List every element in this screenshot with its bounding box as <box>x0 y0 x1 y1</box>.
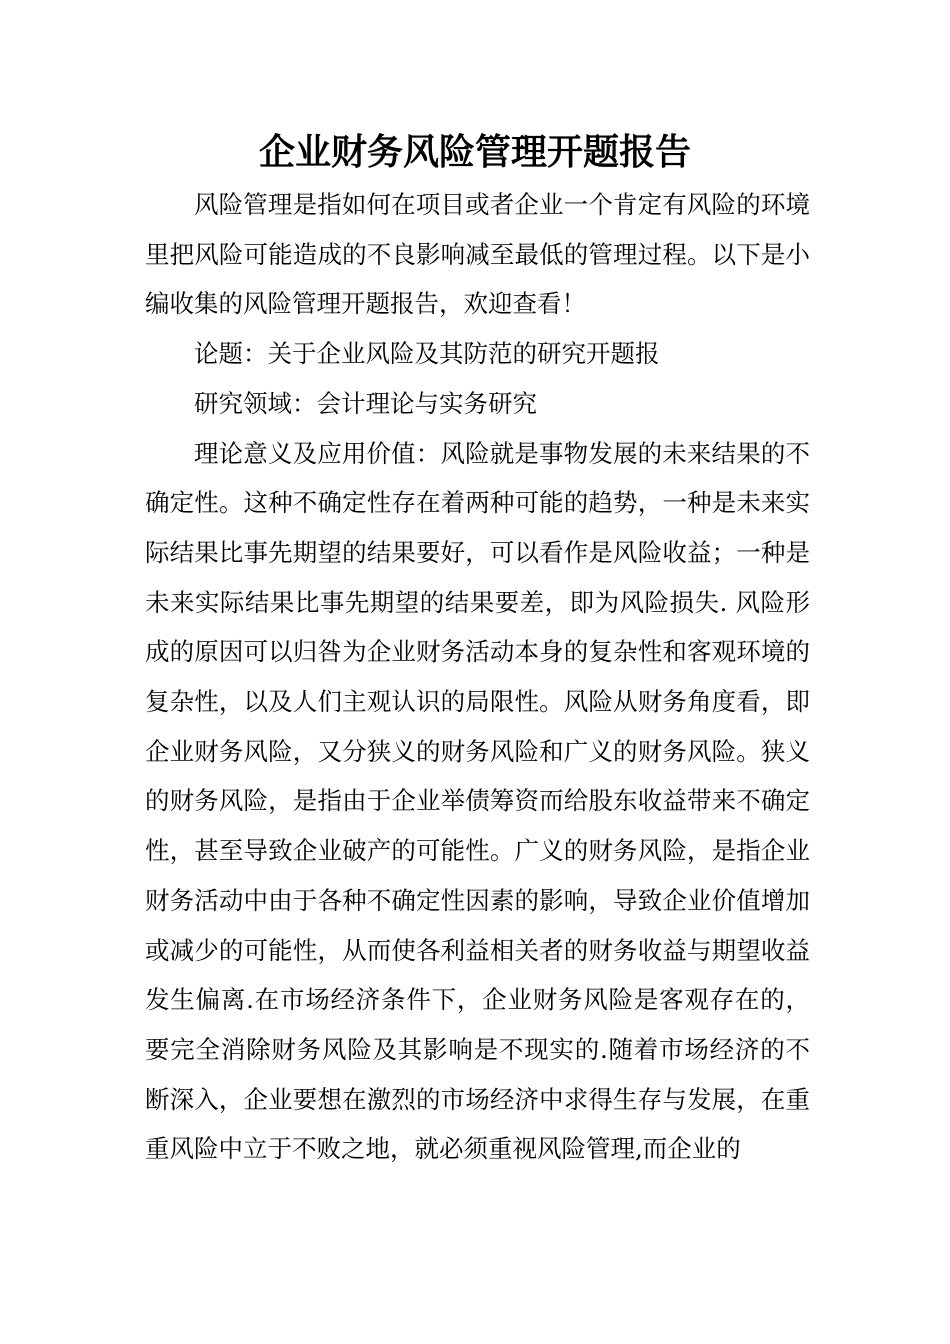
theory-significance-paragraph: 理论意义及应用价值：风险就是事物发展的未来结果的不确定性。这种不确定性存在着两种可能的趋势，一种是未来实际结果比事先期望的结果要好，可以看作是风险收益；一种是未来实际结果比事先期望的结果要差，即为风险损失. 风险形成的原因可以归咎为企业财务活动本身的复杂性和客观环境的复杂性，以及人们主观认识的局限性。风险从财务角度看，即企业财务风险，又分狭义的财务风险和广义的财务风险。狭义的财务风险，是指由于企业举债筹资而给股东收益带来不确定性，甚至导致企业破产的可能性。广义的财务风险，是指企业财务活动中由于各种不确定性因素的影响，导致企业价值增加或减少的可能性，从而使各利益相关者的财务收益与期望收益发生偏离.在市场经济条件下，企业财务风险是客观存在的，要完全消除财务风险及其影响是不现实的.随着市场经济的不断深入，企业要想在激烈的市场经济中求得生存与发展，在重重风险中立于不败之地，就必须重视风险管理,而企业的 <box>145 438 810 1164</box>
document-body <box>145 180 810 1174</box>
intro-paragraph: 风险管理是指如何在项目或者企业一个肯定有风险的环境里把风险可能造成的不良影响减至最低的管理过程。以下是小编收集的风险管理开题报告，欢迎查看！ <box>145 190 810 319</box>
document-title: 企业财务风险管理开题报告 <box>258 131 691 173</box>
research-field-paragraph: 研究领域：会计理论与实务研究 <box>194 388 537 418</box>
topic-paragraph: 论题：关于企业风险及其防范的研究开题报 <box>194 339 660 369</box>
